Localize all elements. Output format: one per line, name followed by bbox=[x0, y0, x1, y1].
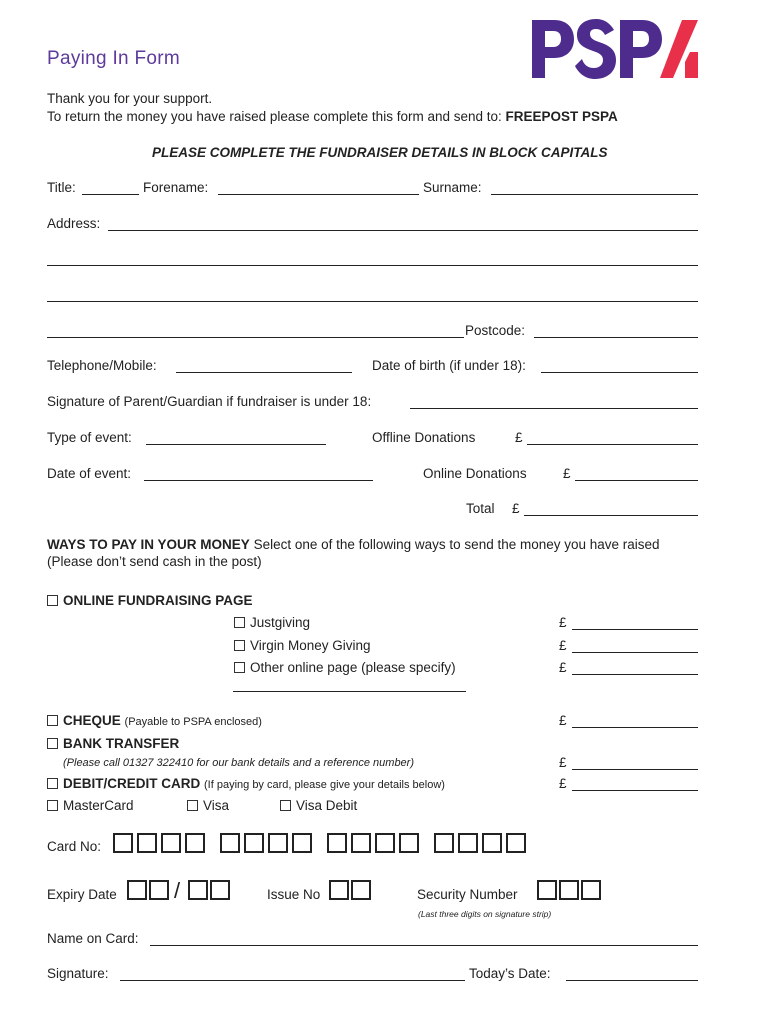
cheque-currency: £ bbox=[559, 713, 567, 728]
address-line-2[interactable] bbox=[47, 265, 698, 266]
card-digit-box-14[interactable] bbox=[458, 833, 478, 853]
intro-thanks: Thank you for your support. bbox=[47, 91, 213, 106]
virgin-currency: £ bbox=[559, 638, 567, 653]
total-field[interactable] bbox=[524, 515, 698, 516]
total-currency: £ bbox=[512, 501, 520, 516]
checkbox-justgiving[interactable] bbox=[234, 617, 245, 628]
checkbox-cheque[interactable] bbox=[47, 715, 58, 726]
block-capitals-instruction: PLEASE COMPLETE THE FUNDRAISER DETAILS IN BLOCK CAPITALS bbox=[152, 145, 608, 160]
option-online-page[interactable]: ONLINE FUNDRAISING PAGE bbox=[47, 593, 253, 608]
address-line-4[interactable] bbox=[47, 337, 464, 338]
expiry-label: Expiry Date bbox=[47, 887, 117, 902]
checkbox-bank-transfer[interactable] bbox=[47, 738, 58, 749]
expiry-month-box-1[interactable] bbox=[127, 880, 147, 900]
checkbox-visa-debit[interactable] bbox=[280, 800, 291, 811]
card-digit-box-11[interactable] bbox=[375, 833, 395, 853]
option-justgiving[interactable]: Justgiving bbox=[234, 615, 310, 630]
card-digit-box-6[interactable] bbox=[244, 833, 264, 853]
expiry-year-box-1[interactable] bbox=[188, 880, 208, 900]
address-line-3[interactable] bbox=[47, 301, 698, 302]
card-no-label: Card No: bbox=[47, 839, 102, 854]
bank-currency: £ bbox=[559, 755, 567, 770]
card-digit-box-5[interactable] bbox=[220, 833, 240, 853]
expiry-year-box-2[interactable] bbox=[210, 880, 230, 900]
forename-label: Forename: bbox=[143, 180, 209, 195]
surname-field[interactable] bbox=[491, 194, 698, 195]
card-digit-box-16[interactable] bbox=[506, 833, 526, 853]
security-number-label: Security Number bbox=[417, 887, 518, 902]
checkbox-mastercard[interactable] bbox=[47, 800, 58, 811]
issue-no-box-1[interactable] bbox=[329, 880, 349, 900]
address-line-1[interactable] bbox=[108, 230, 698, 231]
guardian-signature-label: Signature of Parent/Guardian if fundraiser is under 18: bbox=[47, 394, 372, 409]
option-other-online[interactable]: Other online page (please specify) bbox=[234, 660, 456, 675]
card-digit-box-8[interactable] bbox=[292, 833, 312, 853]
event-type-label: Type of event: bbox=[47, 430, 132, 445]
address-label: Address: bbox=[47, 216, 101, 231]
surname-label: Surname: bbox=[423, 180, 482, 195]
signature-label: Signature: bbox=[47, 966, 109, 981]
freepost-address: FREEPOST PSPA bbox=[505, 109, 618, 124]
offline-currency: £ bbox=[515, 430, 523, 445]
dob-field[interactable] bbox=[541, 372, 698, 373]
card-digit-box-15[interactable] bbox=[482, 833, 502, 853]
card-digit-box-12[interactable] bbox=[399, 833, 419, 853]
event-date-field[interactable] bbox=[144, 480, 373, 481]
online-donations-field[interactable] bbox=[575, 480, 698, 481]
option-virgin[interactable]: Virgin Money Giving bbox=[234, 638, 371, 653]
option-mastercard[interactable]: MasterCard bbox=[47, 798, 134, 813]
bank-transfer-note: (Please call 01327 322410 for our bank details and a reference number) bbox=[63, 757, 415, 769]
checkbox-virgin[interactable] bbox=[234, 640, 245, 651]
offline-donations-label: Offline Donations bbox=[372, 430, 476, 445]
card-digit-box-13[interactable] bbox=[434, 833, 454, 853]
online-donations-label: Online Donations bbox=[423, 466, 527, 481]
cheque-amount[interactable] bbox=[572, 727, 698, 728]
checkbox-other-online[interactable] bbox=[234, 662, 245, 673]
forename-field[interactable] bbox=[218, 194, 419, 195]
card-digit-box-2[interactable] bbox=[137, 833, 157, 853]
telephone-field[interactable] bbox=[176, 372, 352, 373]
option-bank-transfer[interactable]: BANK TRANSFER bbox=[47, 736, 179, 751]
title-label: Title: bbox=[47, 180, 76, 195]
dob-label: Date of birth (if under 18): bbox=[372, 358, 526, 373]
other-online-amount[interactable] bbox=[572, 674, 698, 675]
issue-no-box-2[interactable] bbox=[351, 880, 371, 900]
other-online-currency: £ bbox=[559, 660, 567, 675]
guardian-signature-field[interactable] bbox=[410, 408, 698, 409]
option-cheque[interactable]: CHEQUE (Payable to PSPA enclosed) bbox=[47, 713, 262, 728]
card-digit-box-7[interactable] bbox=[268, 833, 288, 853]
checkbox-visa[interactable] bbox=[187, 800, 198, 811]
postcode-label: Postcode: bbox=[465, 323, 526, 338]
virgin-amount[interactable] bbox=[572, 652, 698, 653]
pspa-logo bbox=[530, 18, 700, 80]
event-date-label: Date of event: bbox=[47, 466, 132, 481]
security-note: (Last three digits on signature strip) bbox=[418, 909, 552, 919]
event-type-field[interactable] bbox=[146, 444, 326, 445]
card-digit-box-10[interactable] bbox=[351, 833, 371, 853]
option-card[interactable]: DEBIT/CREDIT CARD (If paying by card, please give your details below) bbox=[47, 776, 445, 791]
checkbox-card[interactable] bbox=[47, 778, 58, 789]
security-digit-box-2[interactable] bbox=[559, 880, 579, 900]
telephone-label: Telephone/Mobile: bbox=[47, 358, 157, 373]
justgiving-currency: £ bbox=[559, 615, 567, 630]
checkbox-online-page[interactable] bbox=[47, 595, 58, 606]
todays-date-label: Today’s Date: bbox=[469, 966, 551, 981]
no-cash-note: (Please don’t send cash in the post) bbox=[47, 554, 262, 569]
card-digit-box-3[interactable] bbox=[161, 833, 181, 853]
option-visa-debit[interactable]: Visa Debit bbox=[280, 798, 357, 813]
issue-no-label: Issue No bbox=[267, 887, 321, 902]
expiry-slash: / bbox=[174, 878, 181, 903]
card-currency: £ bbox=[559, 776, 567, 791]
card-digit-box-4[interactable] bbox=[185, 833, 205, 853]
signature-field[interactable] bbox=[120, 980, 465, 981]
other-online-specify-field[interactable] bbox=[233, 691, 466, 692]
form-title: Paying In Form bbox=[47, 48, 181, 69]
card-amount[interactable] bbox=[572, 790, 698, 791]
todays-date-field[interactable] bbox=[566, 980, 698, 981]
offline-donations-field[interactable] bbox=[527, 444, 698, 445]
name-on-card-field[interactable] bbox=[150, 945, 698, 946]
card-digit-box-9[interactable] bbox=[327, 833, 347, 853]
postcode-field[interactable] bbox=[534, 337, 698, 338]
option-visa[interactable]: Visa bbox=[187, 798, 229, 813]
intro-return: To return the money you have raised please complete this form and send to: FREEPOST PSPA bbox=[47, 109, 618, 124]
ways-heading: WAYS TO PAY IN YOUR MONEY Select one of the following ways to send the money you have raised bbox=[47, 537, 660, 552]
name-on-card-label: Name on Card: bbox=[47, 931, 139, 946]
online-currency: £ bbox=[563, 466, 571, 481]
security-digit-box-1[interactable] bbox=[537, 880, 557, 900]
bank-amount[interactable] bbox=[572, 769, 698, 770]
security-digit-box-3[interactable] bbox=[581, 880, 601, 900]
expiry-month-box-2[interactable] bbox=[149, 880, 169, 900]
title-field[interactable] bbox=[82, 194, 139, 195]
card-digit-box-1[interactable] bbox=[113, 833, 133, 853]
justgiving-amount[interactable] bbox=[572, 629, 698, 630]
total-label: Total bbox=[466, 501, 495, 516]
